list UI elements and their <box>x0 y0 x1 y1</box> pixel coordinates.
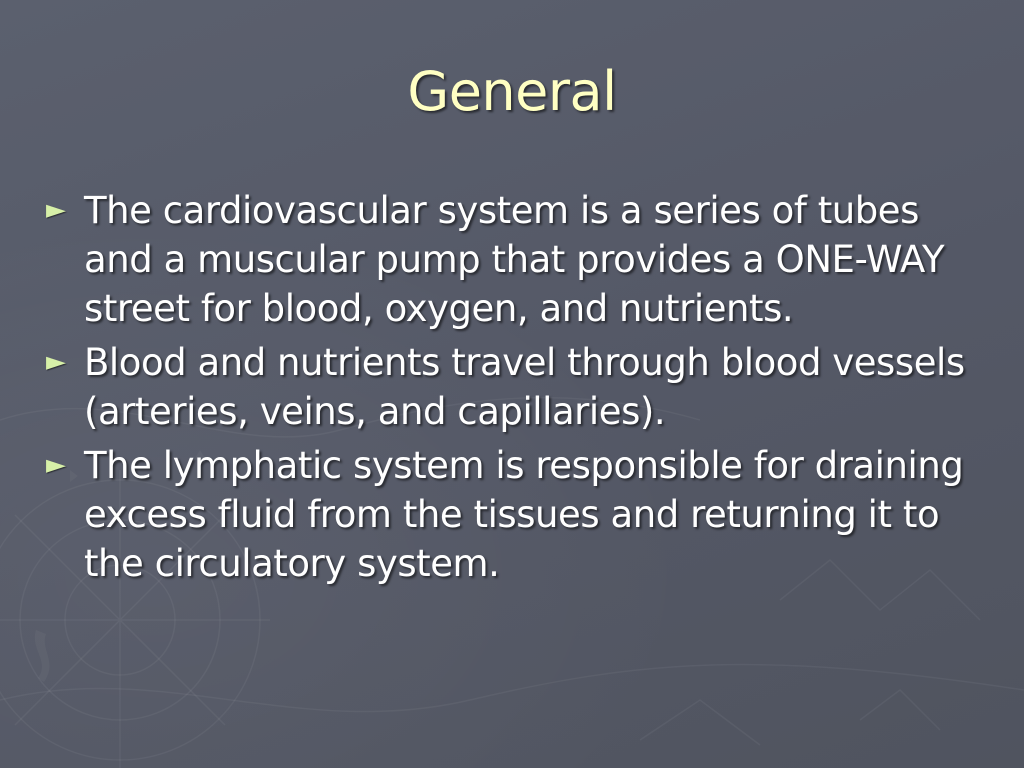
triangle-right-icon: ► <box>46 195 66 225</box>
bullet-item <box>46 441 986 588</box>
triangle-right-icon: ► <box>46 347 66 377</box>
bullet-list <box>46 186 986 593</box>
bullet-text: Blood and nutrients travel through blood vessels (arteries, veins, and capillaries). <box>84 341 965 433</box>
triangle-right-icon: ► <box>46 450 66 480</box>
bullet-item <box>46 186 986 333</box>
slide-title: General <box>407 60 617 123</box>
bullet-item <box>46 338 986 436</box>
bullet-text: The cardiovascular system is a series of tubes and a muscular pump that provides a ONE-WAY street for blood, oxygen, and nutrients. <box>84 189 945 330</box>
bullet-text: The lymphatic system is responsible for draining excess fluid from the tissues and returning it to the circulatory system. <box>84 444 964 585</box>
